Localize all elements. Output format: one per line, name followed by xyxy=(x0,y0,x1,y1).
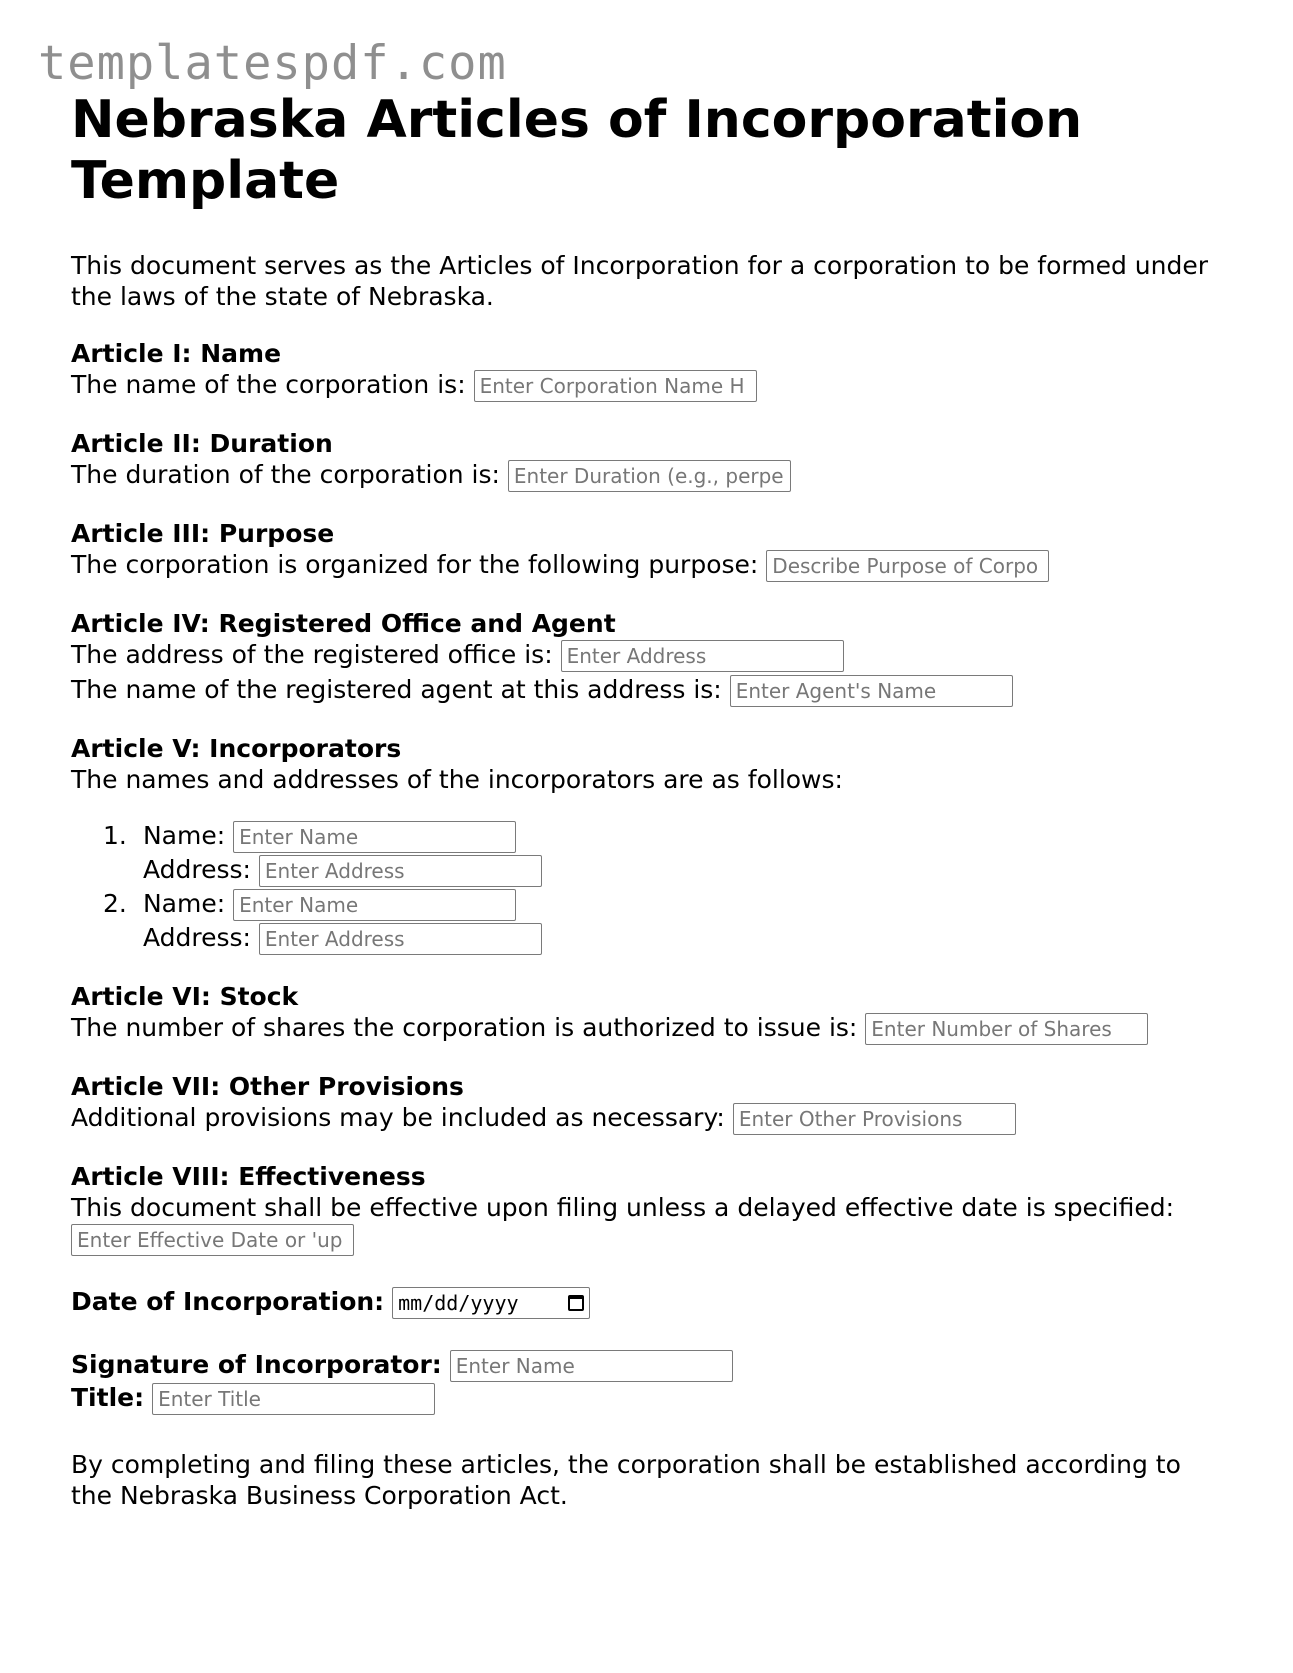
registered-agent-label: The name of the registered agent at this address is: xyxy=(71,675,722,704)
watermark: templatespdf.com xyxy=(38,36,507,91)
incorporator-2-name-input[interactable] xyxy=(233,889,516,921)
closing-paragraph: By completing and filing these articles, the corporation shall be established according to the Nebraska Business Corporation Act. xyxy=(71,1450,1181,1510)
article-purpose-heading: Article III: Purpose xyxy=(71,519,335,548)
article-other-row xyxy=(71,1102,1221,1135)
date-of-incorporation-input[interactable] xyxy=(392,1287,590,1319)
article-duration-heading: Article II: Duration xyxy=(71,429,333,458)
calendar-icon[interactable] xyxy=(568,1295,584,1311)
other-provisions-input[interactable] xyxy=(733,1103,1016,1135)
shares-input[interactable] xyxy=(865,1013,1148,1045)
article-other-heading: Article VII: Other Provisions xyxy=(71,1072,464,1101)
date-of-incorporation-row xyxy=(71,1286,1221,1319)
corporation-name-input[interactable] xyxy=(474,370,757,402)
article-duration-label: The duration of the corporation is: xyxy=(71,460,500,489)
date-placeholder: mm/dd/yyyy xyxy=(398,1290,519,1315)
incorporator-2-address-row xyxy=(103,921,1221,955)
registered-agent-row xyxy=(71,674,1221,707)
article-stock-row xyxy=(71,1012,1221,1045)
incorporator-1-name-row xyxy=(103,819,1221,853)
incorporator-2-address-input[interactable] xyxy=(259,923,542,955)
article-registered-heading: Article IV: Registered Office and Agent xyxy=(71,609,616,638)
registered-office-row xyxy=(71,639,1221,672)
article-stock-label: The number of shares the corporation is authorized to issue is: xyxy=(71,1013,858,1042)
article-incorporators-heading: Article V: Incorporators xyxy=(71,734,402,763)
article-effectiveness-row xyxy=(71,1223,1221,1256)
title-input[interactable] xyxy=(152,1383,435,1415)
incorporator-2-name-label: Name: xyxy=(142,889,226,918)
incorporator-1-address-row xyxy=(103,853,1221,887)
signature-row xyxy=(71,1349,1221,1382)
article-stock-heading: Article VI: Stock xyxy=(71,982,299,1011)
incorporator-1-address-input[interactable] xyxy=(259,855,542,887)
article-duration-row xyxy=(71,459,1221,492)
article-purpose-row xyxy=(71,549,1221,582)
title-row xyxy=(71,1382,1221,1415)
signature-label: Signature of Incorporator: xyxy=(71,1350,442,1379)
article-incorporators-label: The names and addresses of the incorporators are as follows: xyxy=(71,765,843,794)
incorporator-2-address-label: Address: xyxy=(142,923,251,952)
incorporator-2-name-row xyxy=(103,887,1221,921)
registered-office-input[interactable] xyxy=(561,640,844,672)
title-label: Title: xyxy=(71,1383,145,1412)
date-of-incorporation-label: Date of Incorporation: xyxy=(71,1287,385,1316)
registered-agent-input[interactable] xyxy=(730,675,1013,707)
article-effectiveness-heading: Article VIII: Effectiveness xyxy=(71,1162,426,1191)
article-name-label: The name of the corporation is: xyxy=(71,370,466,399)
effective-date-input[interactable] xyxy=(71,1224,354,1256)
article-effectiveness-label: This document shall be effective upon filing unless a delayed effective date is specified: xyxy=(71,1193,1175,1222)
duration-input[interactable] xyxy=(508,460,791,492)
article-name-heading: Article I: Name xyxy=(71,339,282,368)
incorporator-1-name-label: Name: xyxy=(142,821,226,850)
incorporator-1-address-label: Address: xyxy=(142,855,251,884)
incorporator-2-number: 2. xyxy=(103,889,127,918)
page-title: Nebraska Articles of Incorporation Template xyxy=(71,90,1083,211)
signature-input[interactable] xyxy=(450,1350,733,1382)
purpose-input[interactable] xyxy=(766,550,1049,582)
document-body xyxy=(71,90,1221,1511)
article-purpose-label: The corporation is organized for the following purpose: xyxy=(71,550,759,579)
incorporator-1-number: 1. xyxy=(103,821,127,850)
incorporators-list xyxy=(71,819,1221,955)
article-other-label: Additional provisions may be included as necessary: xyxy=(71,1103,725,1132)
article-name-row xyxy=(71,369,1221,402)
registered-office-label: The address of the registered office is: xyxy=(71,640,553,669)
incorporator-1-name-input[interactable] xyxy=(233,821,516,853)
intro-paragraph: This document serves as the Articles of Incorporation for a corporation to be formed under the laws of the state of Nebraska. xyxy=(71,251,1209,311)
